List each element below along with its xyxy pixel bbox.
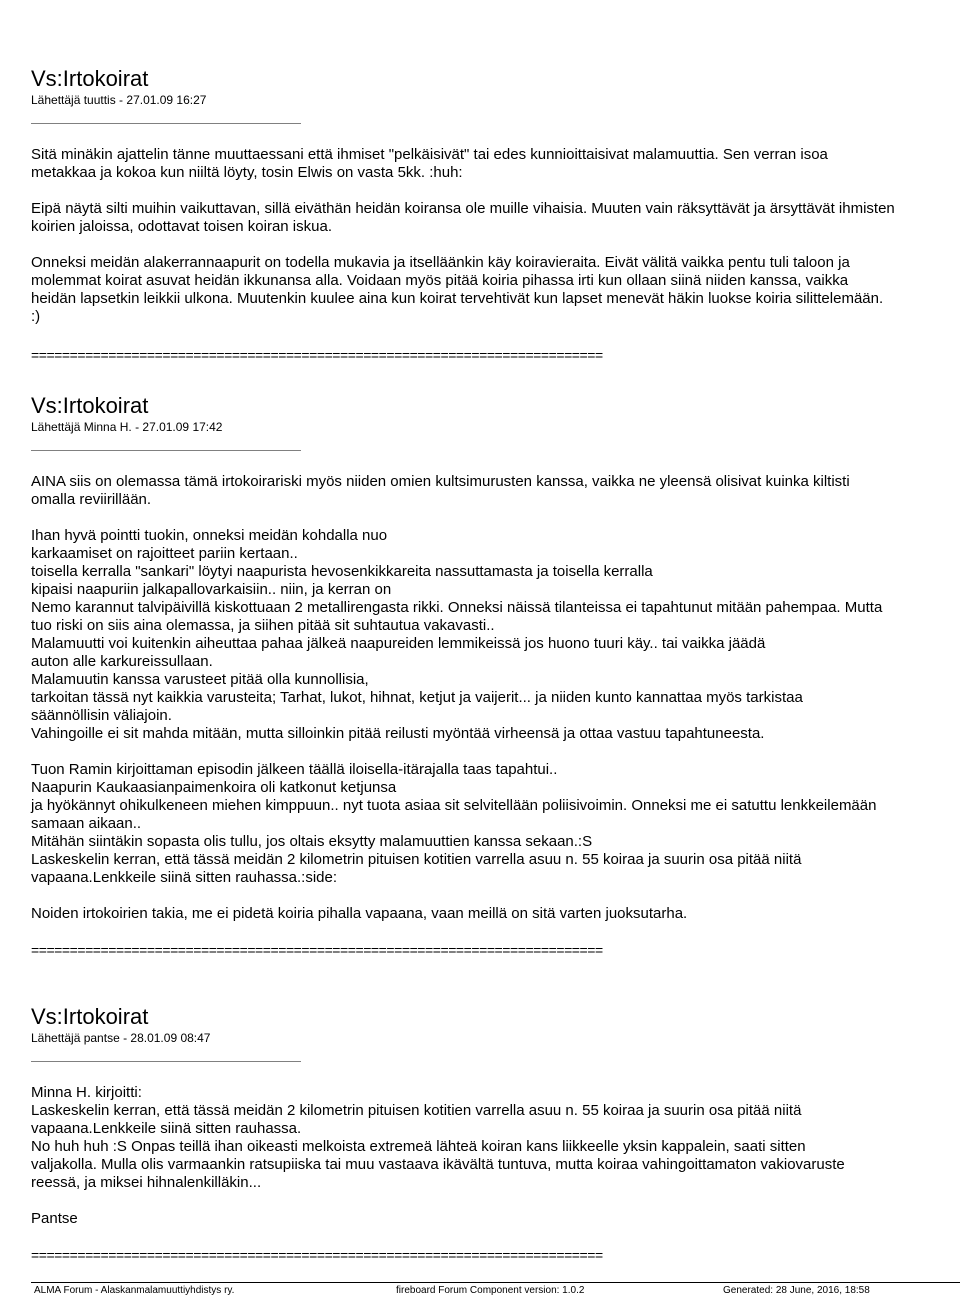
body-line: Pantse (31, 1210, 78, 1227)
post-separator: ========================================================================== (31, 1247, 603, 1263)
body-line (31, 236, 960, 254)
post-body (31, 473, 960, 923)
body-line: :) (31, 308, 41, 325)
footer-component-version: fireboard Forum Component version: 1.0.2 (396, 1285, 585, 1296)
body-line: toisella kerralla "sankari" löytyi naapurista hevosenkikkareita nassuttamasta ja toisella kerralla (31, 563, 653, 580)
body-line: vapaana.Lenkkeile siinä sitten rauhassa.:side: (31, 869, 338, 886)
post-separator: ========================================================================== (31, 942, 603, 958)
body-line: Ihan hyvä pointti tuokin, onneksi meidän kohdalla nuo (31, 527, 388, 544)
post-title: Vs:Irtokoirat (31, 393, 149, 418)
post-3 (31, 1004, 960, 1262)
body-line: kipaisi naapuriin jalkapallovarkaisiin.. niin, ja kerran on (31, 581, 392, 598)
post-meta: Lähettäjä Minna H. - 27.01.09 17:42 (31, 420, 223, 434)
post-meta: Lähettäjä pantse - 28.01.09 08:47 (31, 1031, 211, 1045)
body-line: ja hyökännyt ohikulkeneen miehen kimppuun.. nyt tuota asiaa sit selvitellään poliisivoimin. Onneksi me ei satuttu lenkkeilemään (31, 797, 877, 814)
body-line (31, 743, 960, 761)
body-line: Malamuutin kanssa varusteet pitää olla kunnollisia, (31, 671, 369, 688)
body-line: Minna H. kirjoitti: (31, 1084, 142, 1101)
body-line: Mitähän siintäkin sopasta olis tullu, jos oltais eksytty malamuuttien kanssa sekaan.:S (31, 833, 593, 850)
body-line: molemmat koirat asuvat heidän ikkunansa alla. Voidaan myös pitää koiria pihassa irti kun ollaan siinä niiden kanssa, vaikka (31, 272, 849, 289)
body-line: auton alle karkureissullaan. (31, 653, 213, 670)
body-line: säännöllisin väliajoin. (31, 707, 172, 724)
post-body (31, 146, 960, 326)
body-line: No huh huh :S Onpas teillä ihan oikeasti melkoista extremeä lähteä koiran kans liikkeelle yksin kappalein, saati sitten (31, 1138, 806, 1155)
page-footer (31, 1282, 960, 1298)
body-line: tarkoitan tässä nyt kaikkia varusteita; Tarhat, lukot, hihnat, ketjut ja vaijerit... ja niiden kunto kannattaa myös tarkistaa (31, 689, 803, 706)
post-body (31, 1084, 960, 1228)
post-1 (31, 66, 960, 362)
body-line: valjakolla. Mulla olis varmaankin ratsupiiska tai muu vastaava ikävältä tuntuva, mutta koiraa vahingoittamaton vakiovaruste (31, 1156, 845, 1173)
body-line: vapaana.Lenkkeile siinä sitten rauhassa. (31, 1120, 302, 1137)
body-line: heidän lapsetkin leikkii ulkona. Muutenkin kuulee aina kun koirat tervehtivät kun lapset menevät häkin luokse koiria silittelemään. (31, 290, 884, 307)
body-line (31, 182, 960, 200)
body-line (31, 1192, 960, 1210)
post-title: Vs:Irtokoirat (31, 66, 149, 91)
body-line: Vahingoille ei sit mahda mitään, mutta silloinkin pitää reilusti myöntää virheensä ja ottaa vastuu tapahtuneesta. (31, 725, 765, 742)
body-line: AINA siis on olemassa tämä irtokoirariski myös niiden omien kultsimurusten kanssa, vaikka ne yleensä olisivat kuinka kiltisti (31, 473, 850, 490)
post-separator: ========================================================================== (31, 347, 603, 363)
body-line (31, 509, 960, 527)
body-line: Nemo karannut talvipäivillä kiskottuaan 2 metallirengasta rikki. Onneksi näissä tilanteissa ei tapahtunut mitään pahempaa. Mutta (31, 599, 883, 616)
body-line: reessä, ja miksei hihnalenkilläkin... (31, 1174, 262, 1191)
body-line: Noiden irtokoirien takia, me ei pidetä koiria pihalla vapaana, vaan meillä on sitä varten juoksutarha. (31, 905, 688, 922)
post-meta: Lähettäjä tuuttis - 27.01.09 16:27 (31, 93, 207, 107)
body-line: Malamuutti voi kuitenkin aiheuttaa pahaa jälkeä naapureiden lemmikeissä jos huono tuuri käy.. tai vaikka jäädä (31, 635, 766, 652)
body-line: metakkaa ja kokoa kun niiltä löyty, tosin Elwis on vasta 5kk. :huh: (31, 164, 463, 181)
body-line: Laskeskelin kerran, että tässä meidän 2 kilometrin pituisen kotitien varrella asuu n. 55 koiraa ja suurin osa pitää niitä (31, 851, 802, 868)
body-line: karkaamiset on rajoitteet pariin kertaan.. (31, 545, 298, 562)
title-rule (31, 1061, 301, 1062)
body-line: Tuon Ramin kirjoittaman episodin jälkeen täällä iloisella-itärajalla taas tapahtui.. (31, 761, 558, 778)
body-line (31, 887, 960, 905)
body-line: Sitä minäkin ajattelin tänne muuttaessani että ihmiset "pelkäisivät" tai edes kunnioittaisivat malamuuttia. Sen verran isoa (31, 146, 828, 163)
title-rule (31, 123, 301, 124)
title-rule (31, 450, 301, 451)
body-line: Naapurin Kaukaasianpaimenkoira oli katkonut ketjunsa (31, 779, 397, 796)
body-line: Laskeskelin kerran, että tässä meidän 2 kilometrin pituisen kotitien varrella asuu n. 55 koiraa ja suurin osa pitää niitä (31, 1102, 802, 1119)
footer-generated-date: Generated: 28 June, 2016, 18:58 (723, 1285, 870, 1296)
footer-site-name: ALMA Forum - Alaskanmalamuuttiyhdistys ry. (34, 1285, 235, 1296)
post-title: Vs:Irtokoirat (31, 1004, 149, 1029)
body-line: tuo riski on siis aina olemassa, ja siihen pitää sit suhtautua vakavasti.. (31, 617, 495, 634)
post-2 (31, 393, 960, 957)
body-line: Onneksi meidän alakerrannaapurit on todella mukavia ja itselläänkin käy koiravieraita. Eivät välitä vaikka pentu tuli taloon ja (31, 254, 850, 271)
body-line: omalla reviirillään. (31, 491, 152, 508)
body-line: koirien jaloissa, odottavat toisen koiran iskua. (31, 218, 332, 235)
body-line: samaan aikaan.. (31, 815, 142, 832)
body-line: Eipä näytä silti muihin vaikuttavan, sillä eiväthän heidän koiransa ole muille vihaisia. Muuten vain räksyttävät ja ärsyttävät ihmisten (31, 200, 895, 217)
